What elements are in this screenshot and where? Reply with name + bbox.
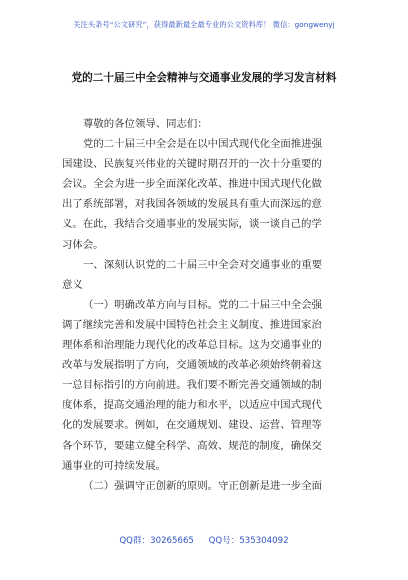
text-line: 一总目标指引的方向前进。我们要不断完善交通领域的制	[62, 379, 322, 392]
text-line: 各个环节，要建立健全科学、高效、规范的制度，确保交	[62, 439, 322, 452]
text-line: 意义	[62, 278, 83, 291]
text-line: （一）明确改革方向与目标。党的二十届三中全会强	[83, 298, 322, 311]
text-line: 化的发展要求。例如，在交通规划、建设、运营、管理等	[62, 419, 322, 432]
document-title: 党的二十届三中全会精神与交通事业发展的学习发言材料	[71, 72, 337, 84]
text-line: 义。在此，我结合交通事业的发展实际，谈一谈自己的学	[62, 218, 322, 231]
text-line: （二）强调守正创新的原则。守正创新是进一步全面	[83, 479, 322, 492]
footer-qq-group: QQ群：30265665	[119, 536, 194, 546]
text-line: 一、深刻认识党的二十届三中全会对交通事业的重要	[83, 258, 322, 271]
text-line: 改革与发展指明了方向，交通领域的改革必须始终朝着这	[62, 359, 322, 372]
text-line: 国建设、民族复兴伟业的关键时期召开的一次十分重要的	[62, 158, 322, 171]
text-line: 度体系，提高交通治理的能力和水平，以适应中国式现代	[62, 399, 322, 412]
footer-qq-number: QQ号：535304092	[208, 536, 289, 546]
text-line: 通事业的可持续发展。	[62, 459, 166, 472]
document-body	[62, 114, 352, 496]
footer-contact	[0, 534, 408, 546]
header-note: 关注头条号“公文研究”，获得最新最全最专业的公文资料库！ 微信：gongwenyj	[73, 20, 335, 29]
text-line: 习体会。	[62, 238, 104, 251]
text-line: 会议。全会为进一步全面深化改革、推进中国式现代化做	[62, 178, 322, 191]
text-line: 调了继续完善和发展中国特色社会主义制度、推进国家治	[62, 318, 322, 331]
text-line: 出了系统部署，对我国各领域的发展具有重大而深远的意	[62, 198, 322, 211]
text-line: 尊敬的各位领导、同志们：	[83, 118, 208, 130]
text-line: 理体系和治理能力现代化的改革总目标。这为交通事业的	[62, 339, 322, 352]
text-line: 党的二十届三中全会是在以中国式现代化全面推进强	[83, 138, 322, 151]
